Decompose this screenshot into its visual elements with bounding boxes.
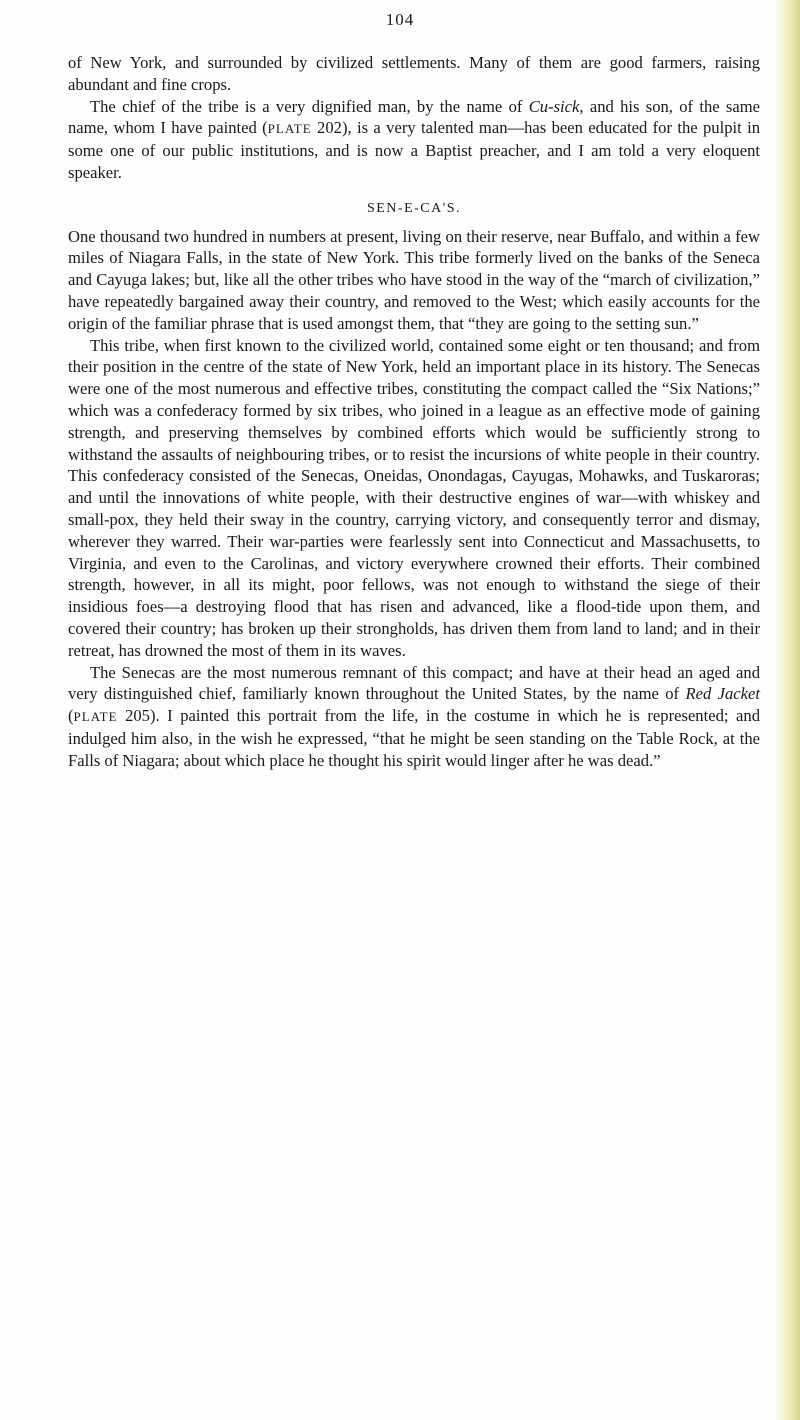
text-run: , and his son, of the same name, whom I have painted ( [68,96,760,138]
plate-label: PLATE [267,121,312,137]
chief-name: Cu-sick [528,96,580,116]
text-run: ( [68,706,74,726]
paragraph-six-nations: This tribe, when first known to the civilized world, contained some eight or ten thousand; and from their position in the centre of the state of New York, held an important place in its history. The Senecas were one of the most numerous and effective tribes, constituting the compact called the “Six Nations;” which was a confederacy formed by six tribes, who joined in a league as an effective mode of gaining strength, and preserving themselves by combined efforts which would be sufficiently strong to withstand the assaults of neighbouring tribes, or to resist the incursions of white people in their country. This confederacy consisted of the Senecas, Oneidas, Onondagas, Cayugas, Mohawks, and Tuskaroras; and until the innovations of white people, with their destructive engines of war—with whiskey and small-pox, they held their sway in the country, carrying victory, and consequently terror and dismay, wherever they warred. Their war-parties were fearlessly sent into Connecticut and Massachusetts, to Virginia, and even to the Carolinas, and victory everywhere crowned their efforts. Their combined strength, however, in all its might, poor fellows, was not enough to withstand the siege of their insidious foes—a destroying flood that has risen and advanced, like a flood-tide upon them, and covered their country; has broken up their strongholds, has driven them from land to land; and in their retreat, has drowned the most of them in its waves. [68,335,760,660]
paragraph-cusick [68,96,760,184]
paragraph-red-jacket [68,662,760,772]
plate-label: PLATE [73,709,118,725]
paragraph-continued: of New York, and surrounded by civilized settlements. Many of them are good farmers, raising abundant and fine crops. [68,53,760,94]
paragraph-senecas-intro: One thousand two hundred in numbers at present, living on their reserve, near Buffalo, and within a few miles of Niagara Falls, in the state of New York. This tribe formerly lived on the banks of the Seneca and Cayuga lakes; but, like all the other tribes who have stood in the way of the “march of civilization,” have repeatedly bargained away their country, and removed to the West; which easily accounts for the origin of the familiar phrase that is used amongst them, that “they are going to the setting sun.” [68,226,760,333]
text-run: 202), is a very talented man—has been educated for the pulpit in some one of our public institutions, and is now a Baptist preacher, and I am told a very eloquent speaker. [68,118,760,182]
chief-name: Red Jacket [685,684,760,704]
page-number: 104 [385,10,415,29]
section-heading: SEN-E-CA'S. [366,200,462,216]
text-run: The chief of the tribe is a very dignified man, by the name of [90,96,529,116]
text-run: 205). I painted this portrait from the life, in the costume in which he is represented; and indulged him also, in the wish he expressed, “that he might be seen standing on the Table Rock, at the Falls of Niagara; about which place he thought his spirit would linger after he was dead.” [68,706,760,770]
page-edge [776,0,800,1420]
text-run: The Senecas are the most numerous remnant of this compact; and have at their head an aged and very distinguished chief, familiarly known throughout the United States, by the name of [68,662,760,704]
body-text [68,52,760,772]
